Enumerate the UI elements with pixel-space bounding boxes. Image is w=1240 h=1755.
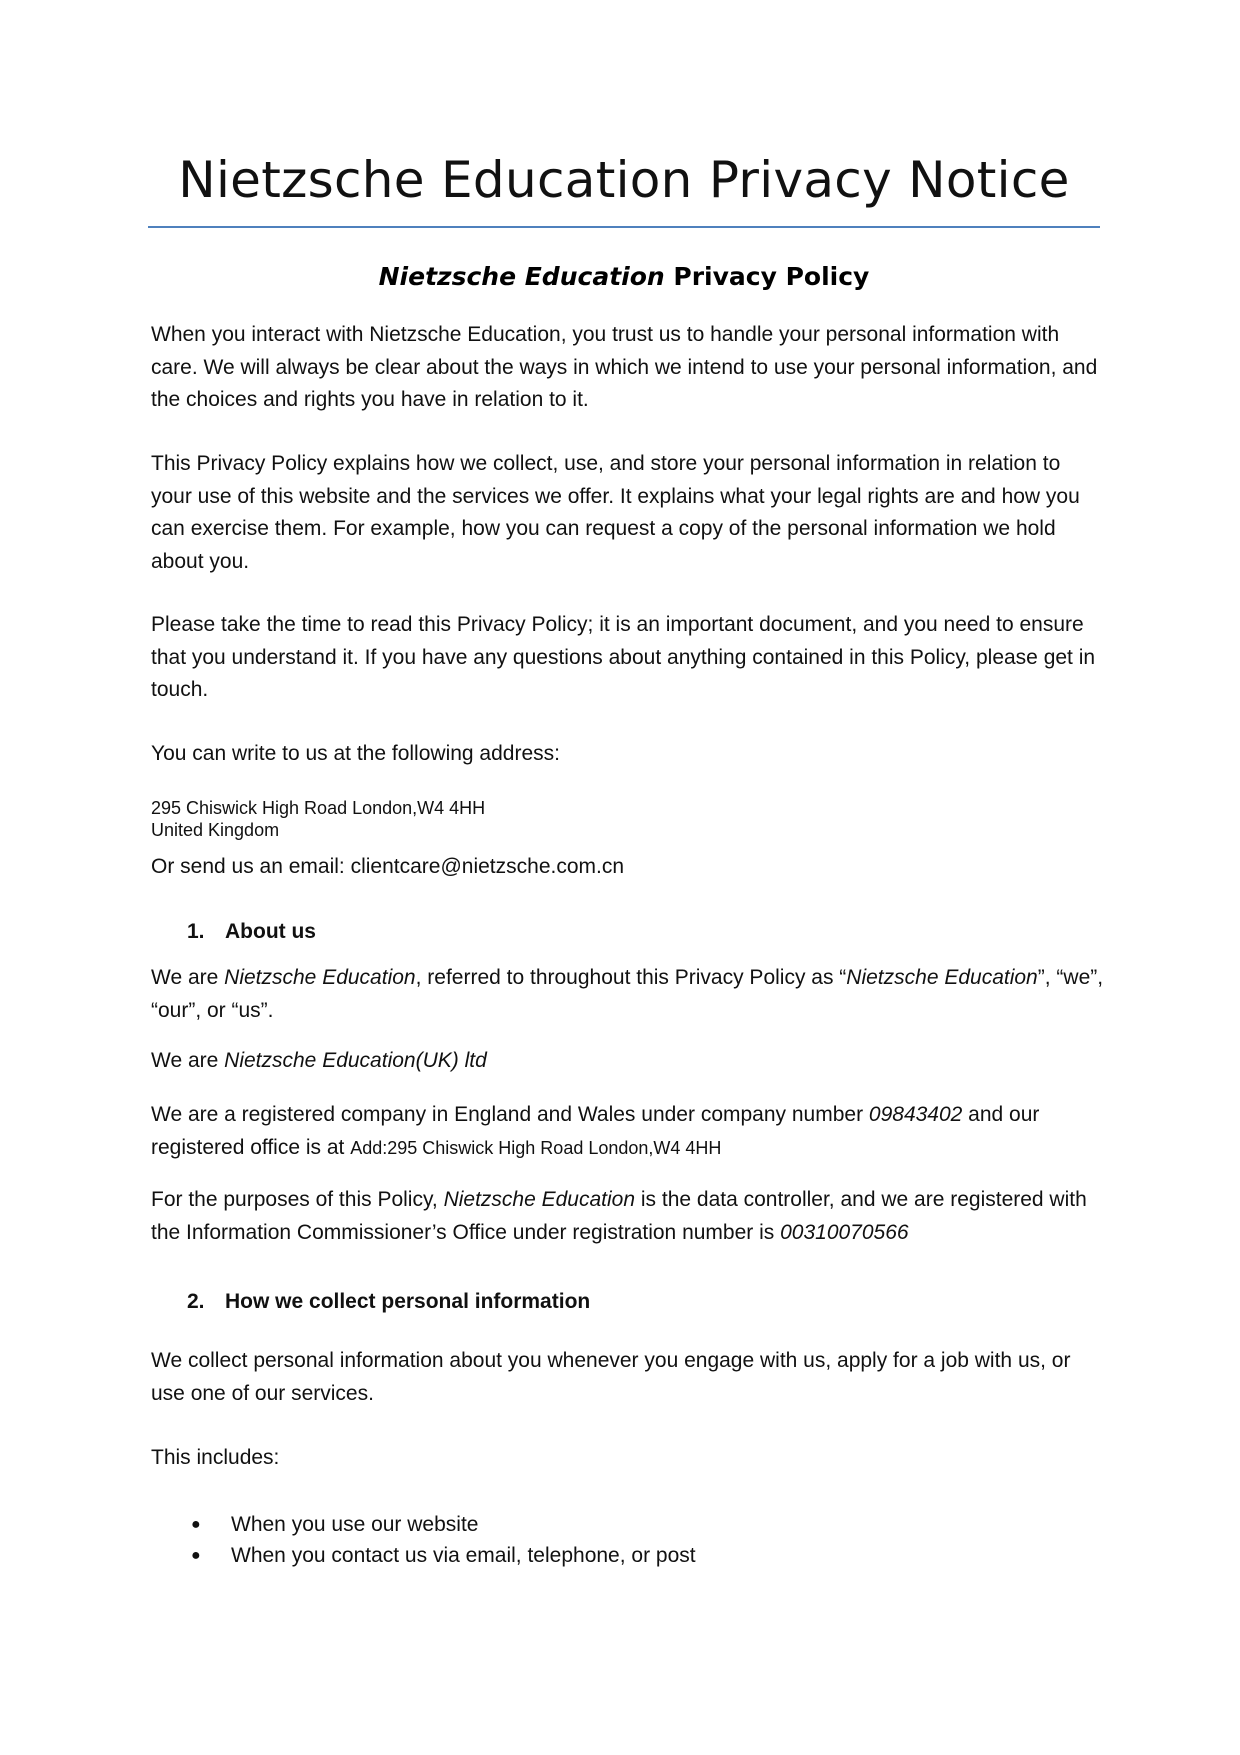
- about-p1-text-e: ”, “we”, “our”, or “us”.: [151, 966, 1104, 1022]
- section-1-heading: [187, 917, 316, 947]
- list-item: [191, 1510, 478, 1540]
- section-2-title: How we collect personal information: [225, 1290, 591, 1313]
- list-item-text: When you contact us via email, telephone, or post: [231, 1544, 696, 1567]
- about-p1-text-a: We are: [151, 966, 225, 989]
- about-paragraph-4: [151, 1184, 1106, 1249]
- list-item: [191, 1541, 696, 1571]
- about-paragraph-2: [151, 1045, 1106, 1078]
- about-paragraph-1: [151, 962, 1106, 1027]
- company-number: 09843402: [868, 1103, 963, 1126]
- title-underline: [148, 226, 1100, 228]
- about-p1-company-quoted: Nietzsche Education: [846, 966, 1038, 989]
- address-line-2: United Kingdom: [151, 820, 280, 840]
- about-p2-text: We are: [151, 1049, 225, 1072]
- bullet-icon: ●: [191, 1547, 201, 1564]
- intro-paragraph-2: This Privacy Policy explains how we collect, use, and store your personal information in relation to your use of this website and the services we offer. It explains what your legal rights are and how you can exercise them. For example, how you can request a copy of the personal information we hold about you.: [151, 452, 1080, 573]
- section-2-number: 2.: [187, 1290, 205, 1313]
- registration-number: 00310070566: [780, 1220, 909, 1244]
- section-2-heading: [187, 1287, 590, 1317]
- subtitle-text: Privacy Policy: [664, 262, 870, 291]
- intro-paragraph-1: When you interact with Nietzsche Education, you trust us to handle your personal information with care. We will always be clear about the ways in which we intend to use your personal information, and the choices and rights you have in relation to it.: [151, 323, 1098, 411]
- about-paragraph-3: [151, 1099, 1106, 1164]
- about-p4-company: Nietzsche Education: [443, 1188, 636, 1211]
- section-1-title: About us: [225, 920, 316, 943]
- collect-paragraph-1: We collect personal information about you whenever you engage with us, apply for a job with us, or use one of our services.: [151, 1349, 1071, 1405]
- about-p3-text-c: and our registered office is at: [151, 1103, 1040, 1159]
- bullet-icon: ●: [191, 1516, 201, 1533]
- section-1-number: 1.: [187, 920, 205, 943]
- subtitle-company: Nietzsche Education: [378, 262, 665, 291]
- email-line: Or send us an email: clientcare@nietzsche.com.cn: [151, 855, 625, 878]
- address-line-1: 295 Chiswick High Road London,W4 4HH: [151, 798, 486, 818]
- registered-office-address: Add:295 Chiswick High Road London,W4 4HH: [350, 1137, 722, 1158]
- about-p1-text-c: , referred to throughout this Privacy Policy as “: [415, 966, 847, 989]
- document-title: Nietzsche Education Privacy Notice: [178, 151, 1070, 209]
- about-p3-text-a: We are a registered company in England and Wales under company number: [151, 1103, 869, 1126]
- write-to-us: You can write to us at the following address:: [151, 742, 560, 765]
- about-p1-company: Nietzsche Education: [224, 966, 416, 989]
- about-p4-text-a: For the purposes of this Policy,: [151, 1188, 444, 1211]
- about-p4-text-c: is the data controller, and we are registered with the Information Commissioner’s Office under registration number is: [151, 1188, 1087, 1244]
- collect-paragraph-2: This includes:: [151, 1446, 280, 1469]
- list-item-text: When you use our website: [231, 1513, 479, 1536]
- about-p2-company: Nietzsche Education(UK) ltd: [224, 1049, 487, 1072]
- policy-subtitle: [148, 261, 1100, 293]
- intro-paragraph-3: Please take the time to read this Privacy Policy; it is an important document, and you need to ensure that you understand it. If you have any questions about anything contained in this Policy, please get in touch.: [151, 613, 1096, 701]
